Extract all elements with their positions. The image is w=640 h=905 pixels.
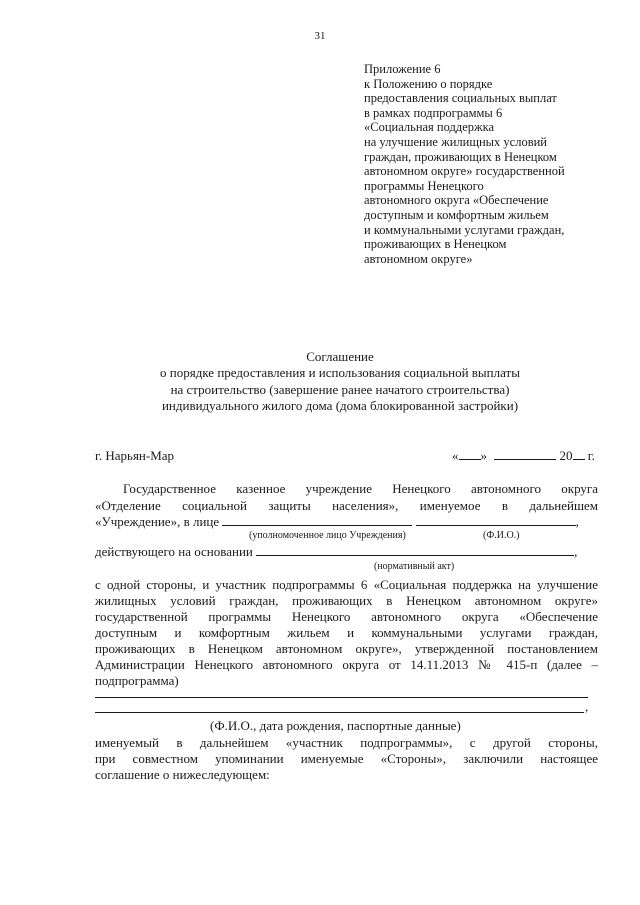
- date-open-quote: «: [452, 448, 459, 463]
- date-year-blank: [573, 448, 585, 460]
- paragraph-line: доступным и комфортным жильем и коммунальными услугами граждан,: [95, 625, 598, 640]
- appendix-line: и коммунальными услугами граждан,: [364, 222, 565, 237]
- participant-blank-line: [95, 697, 588, 698]
- basis-blank: [256, 544, 574, 556]
- paragraph-line: «Отделение социальной защиты населения», именуемое в дальнейшем: [95, 498, 598, 513]
- appendix-line: программы Ненецкого: [364, 178, 484, 193]
- comma: ,: [574, 544, 578, 559]
- title-line: о порядке предоставления и использования социальной выплаты: [160, 365, 520, 381]
- appendix-line: предоставления социальных выплат: [364, 91, 557, 106]
- place: г. Нарьян-Мар: [95, 448, 175, 463]
- date-month-blank: [494, 448, 556, 460]
- comma: ,: [575, 514, 579, 529]
- title-line: индивидуального жилого дома (дома блокированной застройки): [161, 397, 519, 413]
- comma: ,: [585, 699, 589, 714]
- title-heading: Соглашение: [306, 349, 374, 364]
- caption-act: (нормативный акт): [374, 561, 455, 572]
- paragraph-line: жилищных условий граждан, проживающих в Ненецком автономном округе»: [95, 593, 598, 608]
- appendix-block: [364, 62, 604, 266]
- caption-participant: (Ф.И.О., дата рождения, паспортные данные): [210, 718, 461, 733]
- paragraph-line: с одной стороны, и участник подпрограммы 6 «Социальная поддержка на улучшение: [95, 577, 598, 592]
- paragraph-line: подпрограмма): [95, 673, 179, 688]
- date-day-blank: [459, 448, 481, 460]
- agreement-title: [80, 349, 600, 414]
- representative-fio-blank: [416, 514, 576, 526]
- paragraph-text: Государственное казенное учреждение Ненецкого автономного округа: [123, 481, 598, 496]
- caption-fio: (Ф.И.О.): [483, 530, 520, 541]
- paragraph-line: соглашение о нижеследующем:: [95, 767, 270, 782]
- date-year-suffix: г.: [587, 448, 595, 463]
- paragraph-text: «Учреждение», в лице: [95, 514, 220, 529]
- basis-line: [95, 544, 598, 560]
- date-line: [452, 448, 598, 464]
- paragraph-line: государственной программы Ненецкого автономного округа «Обеспечение: [95, 609, 598, 624]
- paragraph-line: при совместном упоминании именуемые «Стороны», заключили настоящее: [95, 751, 598, 766]
- paragraph-line: проживающих в Ненецком автономном округе», утвержденной постановлением: [95, 641, 598, 656]
- date-close-quote: »: [480, 448, 487, 463]
- appendix-line: проживающих в Ненецком: [364, 237, 507, 252]
- representative-position-blank: [222, 514, 412, 526]
- appendix-line: «Социальная поддержка: [364, 120, 495, 135]
- appendix-line: в рамках подпрограммы 6: [364, 105, 503, 120]
- appendix-line: Приложение 6: [364, 62, 441, 76]
- caption-official: (уполномоченное лицо Учреждения): [249, 530, 406, 541]
- appendix-line: автономного округа «Обеспечение: [364, 193, 549, 208]
- appendix-line: автономном округе»: [364, 251, 473, 266]
- paragraph-text: действующего на основании: [95, 544, 253, 559]
- appendix-line: граждан, проживающих в Ненецком: [364, 149, 557, 164]
- appendix-line: автономном округе» государственной: [364, 164, 565, 179]
- paragraph-line: [95, 481, 598, 497]
- appendix-line: к Положению о порядке: [364, 76, 493, 91]
- date-year-prefix: 20: [559, 448, 573, 463]
- appendix-line: доступным и комфортным жильем: [364, 207, 549, 222]
- institution-representative-line: [95, 514, 598, 530]
- page-number: 31: [314, 30, 326, 42]
- title-line: на строительство (завершение ранее начатого строительства): [170, 381, 510, 397]
- participant-blank-line: [95, 712, 584, 713]
- paragraph-line: именуемый в дальнейшем «участник подпрограммы», с другой стороны,: [95, 735, 598, 750]
- paragraph-line: Администрации Ненецкого автономного округа от 14.11.2013 № 415-п (далее –: [95, 657, 598, 672]
- appendix-line: на улучшение жилищных условий: [364, 134, 547, 149]
